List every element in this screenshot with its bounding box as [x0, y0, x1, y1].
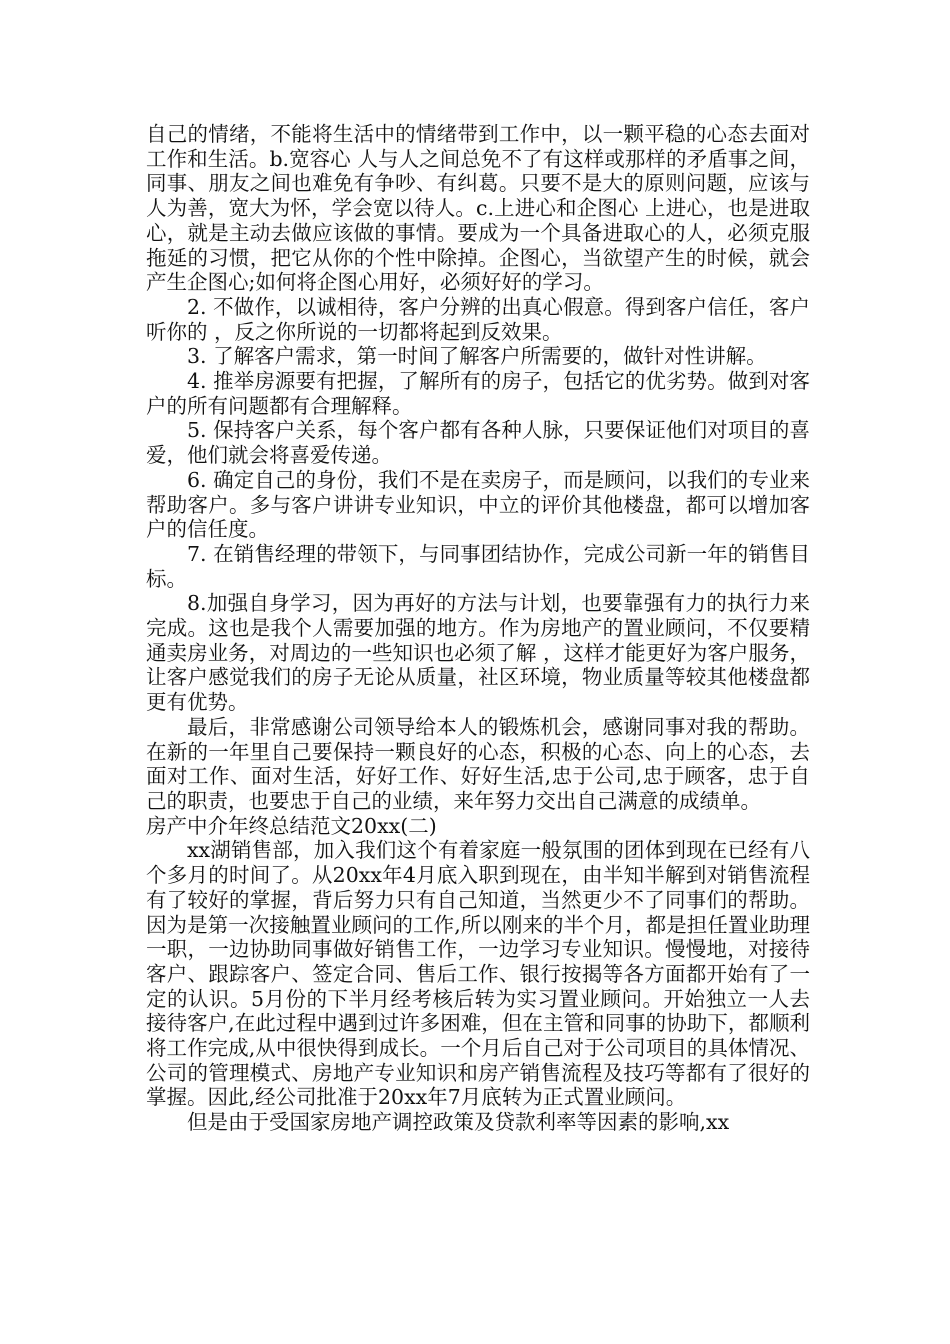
paragraph-continuation: 自己的情绪，不能将生活中的情绪带到工作中，以一颗平稳的心态去面对工作和生活。b.宽容心 人与人之间总免不了有这样或那样的矛盾事之间，同事、朋友之间也难免有争吵、有纠葛。只要不是大的原则问题，应该与人为善，宽大为怀，学会宽以待人。c.上进心和企图心 上进心，也是进取心，就是主动去做应该做的事情。要成为一个具备进取心的人，必须克服拖延的习惯，把它从你的个性中除掉。企图心，当欲望产生的时候，就会产生企图心;如何将企图心用好，必须好好的学习。 [146, 122, 810, 295]
paragraph-intro: xx湖销售部，加入我们这个有着家庭一般氛围的团体到现在已经有八个多月的时间了。从20xx年4月底入职到现在，由半知半解到对销售流程有了较好的掌握，背后努力只有自己知道，当然更少不了同事们的帮助。因为是第一次接触置业顾问的工作,所以刚来的半个月，都是担任置业助理一职，一边协助同事做好销售工作，一边学习专业知识。慢慢地，对接待客户、跟踪客户、签定合同、售后工作、银行按揭等各方面都开始有了一定的认识。5月份的下半月经考核后转为实习置业顾问。开始独立一人去接待客户,在此过程中遇到过许多困难，但在主管和同事的协助下，都顺利将工作完成,从中很快得到成长。一个月后自己对于公司项目的具体情况、公司的管理模式、房地产专业知识和房产销售流程及技巧等都有了很好的掌握。因此,经公司批准于20xx年7月底转为正式置业顾问。 [146, 838, 810, 1110]
paragraph-item-3: 3. 了解客户需求，第一时间了解客户所需要的，做针对性讲解。 [187, 344, 767, 369]
document-body [146, 122, 810, 1135]
paragraph-item-4: 4. 推举房源要有把握，了解所有的房子，包括它的优劣势。做到对客户的所有问题都有合理解释。 [146, 369, 810, 418]
paragraph-closing: 最后，非常感谢公司领导给本人的锻炼机会，感谢同事对我的帮助。在新的一年里自己要保持一颗良好的心态，积极的心态、向上的心态，去面对工作、面对生活，好好工作、好好生活,忠于公司,忠于顾客，忠于自己的职责，也要忠于自己的业绩，来年努力交出自己满意的成绩单。 [146, 714, 810, 813]
paragraph-last: 但是由于受国家房地产调控政策及贷款利率等因素的影响,xx [187, 1110, 730, 1135]
paragraph-item-6: 6. 确定自己的身份，我们不是在卖房子，而是顾问，以我们的专业来帮助客户。多与客户讲讲专业知识，中立的评价其他楼盘，都可以增加客户的信任度。 [146, 467, 810, 542]
paragraph-item-8: 8.加强自身学习，因为再好的方法与计划，也要靠强有力的执行力来完成。这也是我个人需要加强的地方。作为房地产的置业顾问，不仅要精通卖房业务，对周边的一些知识也必须了解 ，这样才能更好为客户服务，让客户感觉我们的房子无论从质量，社区环境，物业质量等较其他楼盘都更有优势。 [146, 591, 810, 715]
section-heading: 房产中介年终总结范文20xx(二) [146, 813, 437, 838]
paragraph-item-7: 7. 在销售经理的带领下，与同事团结协作，完成公司新一年的销售目标。 [146, 541, 810, 591]
paragraph-item-5: 5. 保持客户关系，每个客户都有各种人脉，只要保证他们对项目的喜爱，他们就会将喜爱传递。 [146, 418, 810, 468]
paragraph-item-2: 2. 不做作，以诚相待，客户分辨的出真心假意。得到客户信任，客户听你的 ，反之你所说的一切都将起到反效果。 [146, 294, 810, 344]
